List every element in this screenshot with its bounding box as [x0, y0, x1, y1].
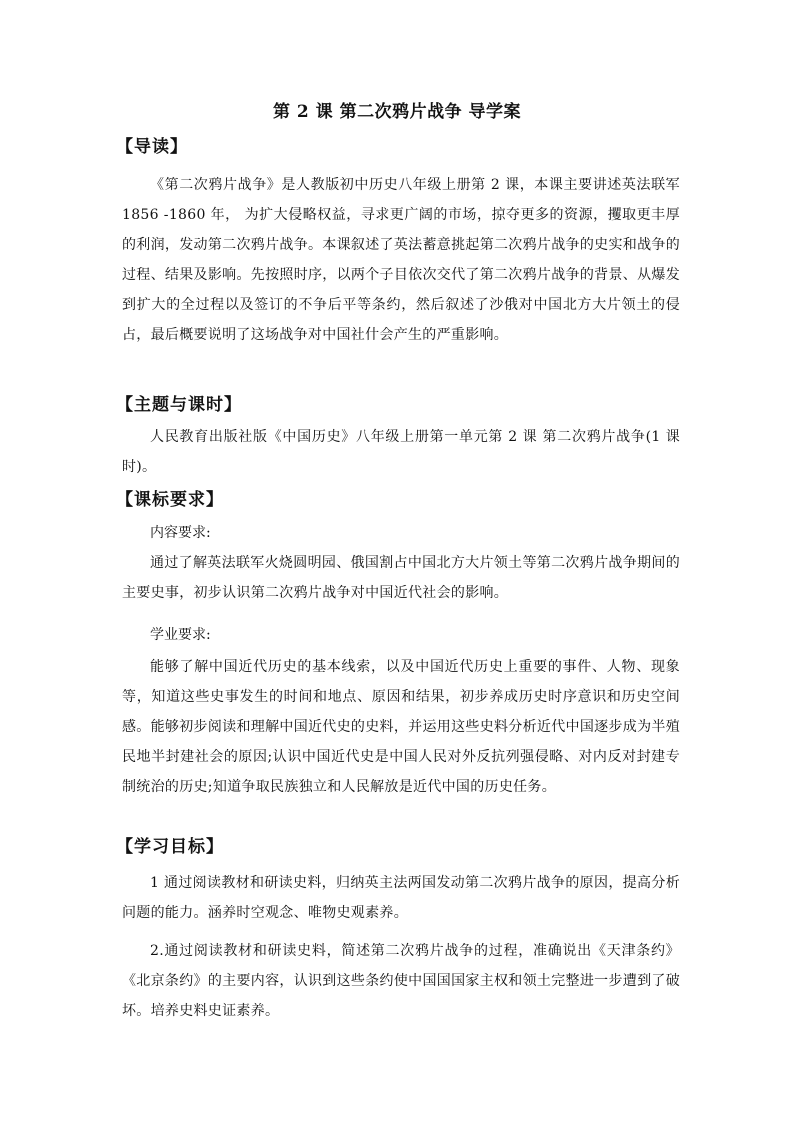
academic-requirement-text: 能够了解中国近代历史的基本线索，以及中国近代历史上重要的事件、人物、现象等，知道这些史事发生的时间和地点、原因和结果，初步养成历史时序意识和历史空间感。能够初步阅读和理解中国近代史的史料，并运用这些史料分析近代中国逐步成为半殖民地半封建社会的原因;认识中国近代史是中国人民对外反抗列强侵略、对内反对封建专制统治的历史;知道争取民族独立和人民解放是近代中国的历史任务。	[122, 659, 680, 795]
section-heading-intro: 【导读】	[116, 137, 188, 157]
page-title: 第 2 课 第二次鸦片战争 导学案	[272, 102, 521, 122]
learning-goal-1: 1 通过阅读教材和研读史料，归纳英主法两国发动第二次鸦片战争的原因，提高分析问题的能力。涵养时空观念、唯物史观素养。	[122, 875, 680, 921]
intro-paragraph: 《第二次鸦片战争》是人教版初中历史八年级上册第 2 课，本课主要讲述英法联军 1856 -1860 年， 为扩大侵略权益，寻求更广阔的市场，掠夺更多的资源，攫取更丰厚的利润，发动第二次鸦片战争。本课叙述了英法蓄意挑起第二次鸦片战争的史实和战争的过程、结果及影响。先按照时序，以两个子目依次交代了第二次鸦片战争的背景、从爆发到扩大的全过程以及签订的不争后平等条约，然后叙述了沙俄对中国北方大片领土的侵占，最后概要说明了这场战争对中国社什会产生的严重影响。	[122, 177, 680, 343]
content-requirement-text: 通过了解英法联军火烧圆明园、俄国割占中国北方大片领土等第二次鸦片战争期间的主要史事，初步认识第二次鸦片战争对中国近代社会的影响。	[122, 555, 680, 601]
section-heading-standard: 【课标要求】	[116, 490, 224, 510]
section-heading-goals: 【学习目标】	[116, 837, 224, 857]
section-heading-topic: 【主题与课时】	[116, 395, 242, 415]
topic-paragraph: 人民教育出版社版《中国历史》八年级上册第一单元第 2 课 第二次鸦片战争(1 课时)。	[122, 429, 680, 475]
academic-requirement-label: 学业要求:	[150, 627, 211, 643]
learning-goal-2: 2.通过阅读教材和研读史料，简述第二次鸦片战争的过程，准确说出《天津条约》《北京条约》的主要内容，认识到这些条约使中国国国家主权和领土完整进一步遭到了破坏。培养史料史证素养。	[122, 943, 680, 1019]
content-requirement-label: 内容要求:	[150, 525, 211, 541]
